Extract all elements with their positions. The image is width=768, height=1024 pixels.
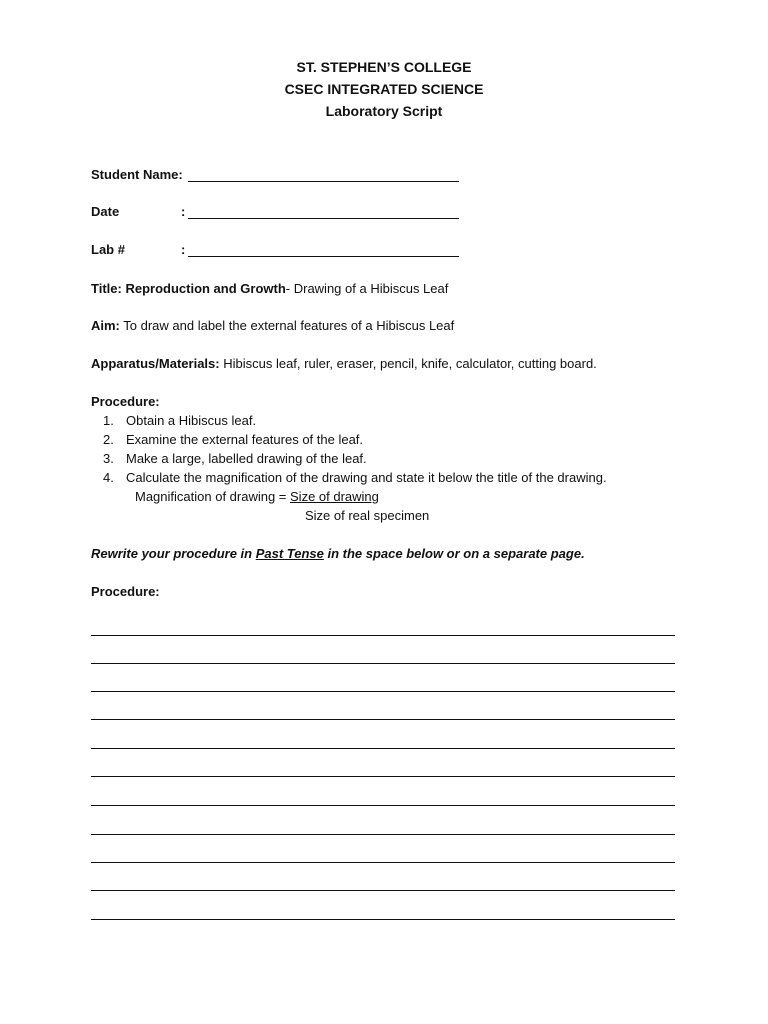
lab-number-blank[interactable] [188,256,459,257]
writing-line[interactable] [91,834,675,835]
student-name-blank[interactable] [188,181,459,182]
step-text: Make a large, labelled drawing of the leaf. [126,451,367,466]
writing-line[interactable] [91,748,675,749]
procedure-heading: Procedure: [91,394,160,409]
step-text: Calculate the magnification of the drawing and state it below the title of the drawing. [126,470,607,485]
writing-line[interactable] [91,663,675,664]
school-name: ST. STEPHEN’S COLLEGE [296,59,472,75]
magnification-formula [135,488,379,506]
aim-row [91,317,454,335]
writing-line[interactable] [91,776,675,777]
rewrite-part2: in the space below or on a separate page. [323,546,585,561]
rewrite-part1: Rewrite your procedure in [91,546,256,561]
apparatus-text: Hibiscus leaf, ruler, eraser, pencil, knife, calculator, cutting board. [223,356,597,371]
student-name-row [91,166,183,184]
procedure-step [103,469,607,487]
step-number: 2. [103,432,114,447]
formula-numerator: Size of drawing [290,489,379,504]
document-type: Laboratory Script [325,103,443,119]
apparatus-label: Apparatus/Materials: [91,356,220,371]
date-row [91,203,186,221]
writing-line[interactable] [91,691,675,692]
procedure-rewrite-heading: Procedure: [91,584,160,599]
lab-number-label: Lab # [91,242,125,257]
writing-line[interactable] [91,919,675,920]
step-text: Obtain a Hibiscus leaf. [126,413,257,428]
step-number: 3. [103,451,114,466]
writing-line[interactable] [91,719,675,720]
rewrite-instruction [91,545,585,563]
step-text: Examine the external features of the leaf. [126,432,364,447]
magnification-label: Magnification of drawing = [135,489,291,504]
aim-label: Aim: [91,318,120,333]
title-row [91,280,448,298]
date-label: Date [91,204,120,219]
document-header [0,56,768,122]
rewrite-emphasis: Past Tense [255,546,324,561]
writing-line[interactable] [91,805,675,806]
procedure-step [103,431,363,449]
step-number: 4. [103,470,114,485]
title-label: Title: [91,281,122,296]
formula-denominator: Size of real specimen [305,508,430,523]
lab-number-colon: : [181,242,186,257]
step-number: 1. [103,413,114,428]
apparatus-row [91,355,597,373]
subject-name: CSEC INTEGRATED SCIENCE [284,81,484,97]
procedure-step [103,412,256,430]
writing-line[interactable] [91,635,675,636]
title-topic: Reproduction and Growth [125,281,286,296]
writing-line[interactable] [91,890,675,891]
student-name-label: Student Name: [91,167,183,182]
date-colon: : [181,204,186,219]
procedure-step [103,450,367,468]
writing-line[interactable] [91,862,675,863]
lab-number-row [91,241,186,259]
aim-text: To draw and label the external features of a Hibiscus Leaf [123,318,455,333]
date-blank[interactable] [188,218,459,219]
title-rest: - Drawing of a Hibiscus Leaf [285,281,449,296]
